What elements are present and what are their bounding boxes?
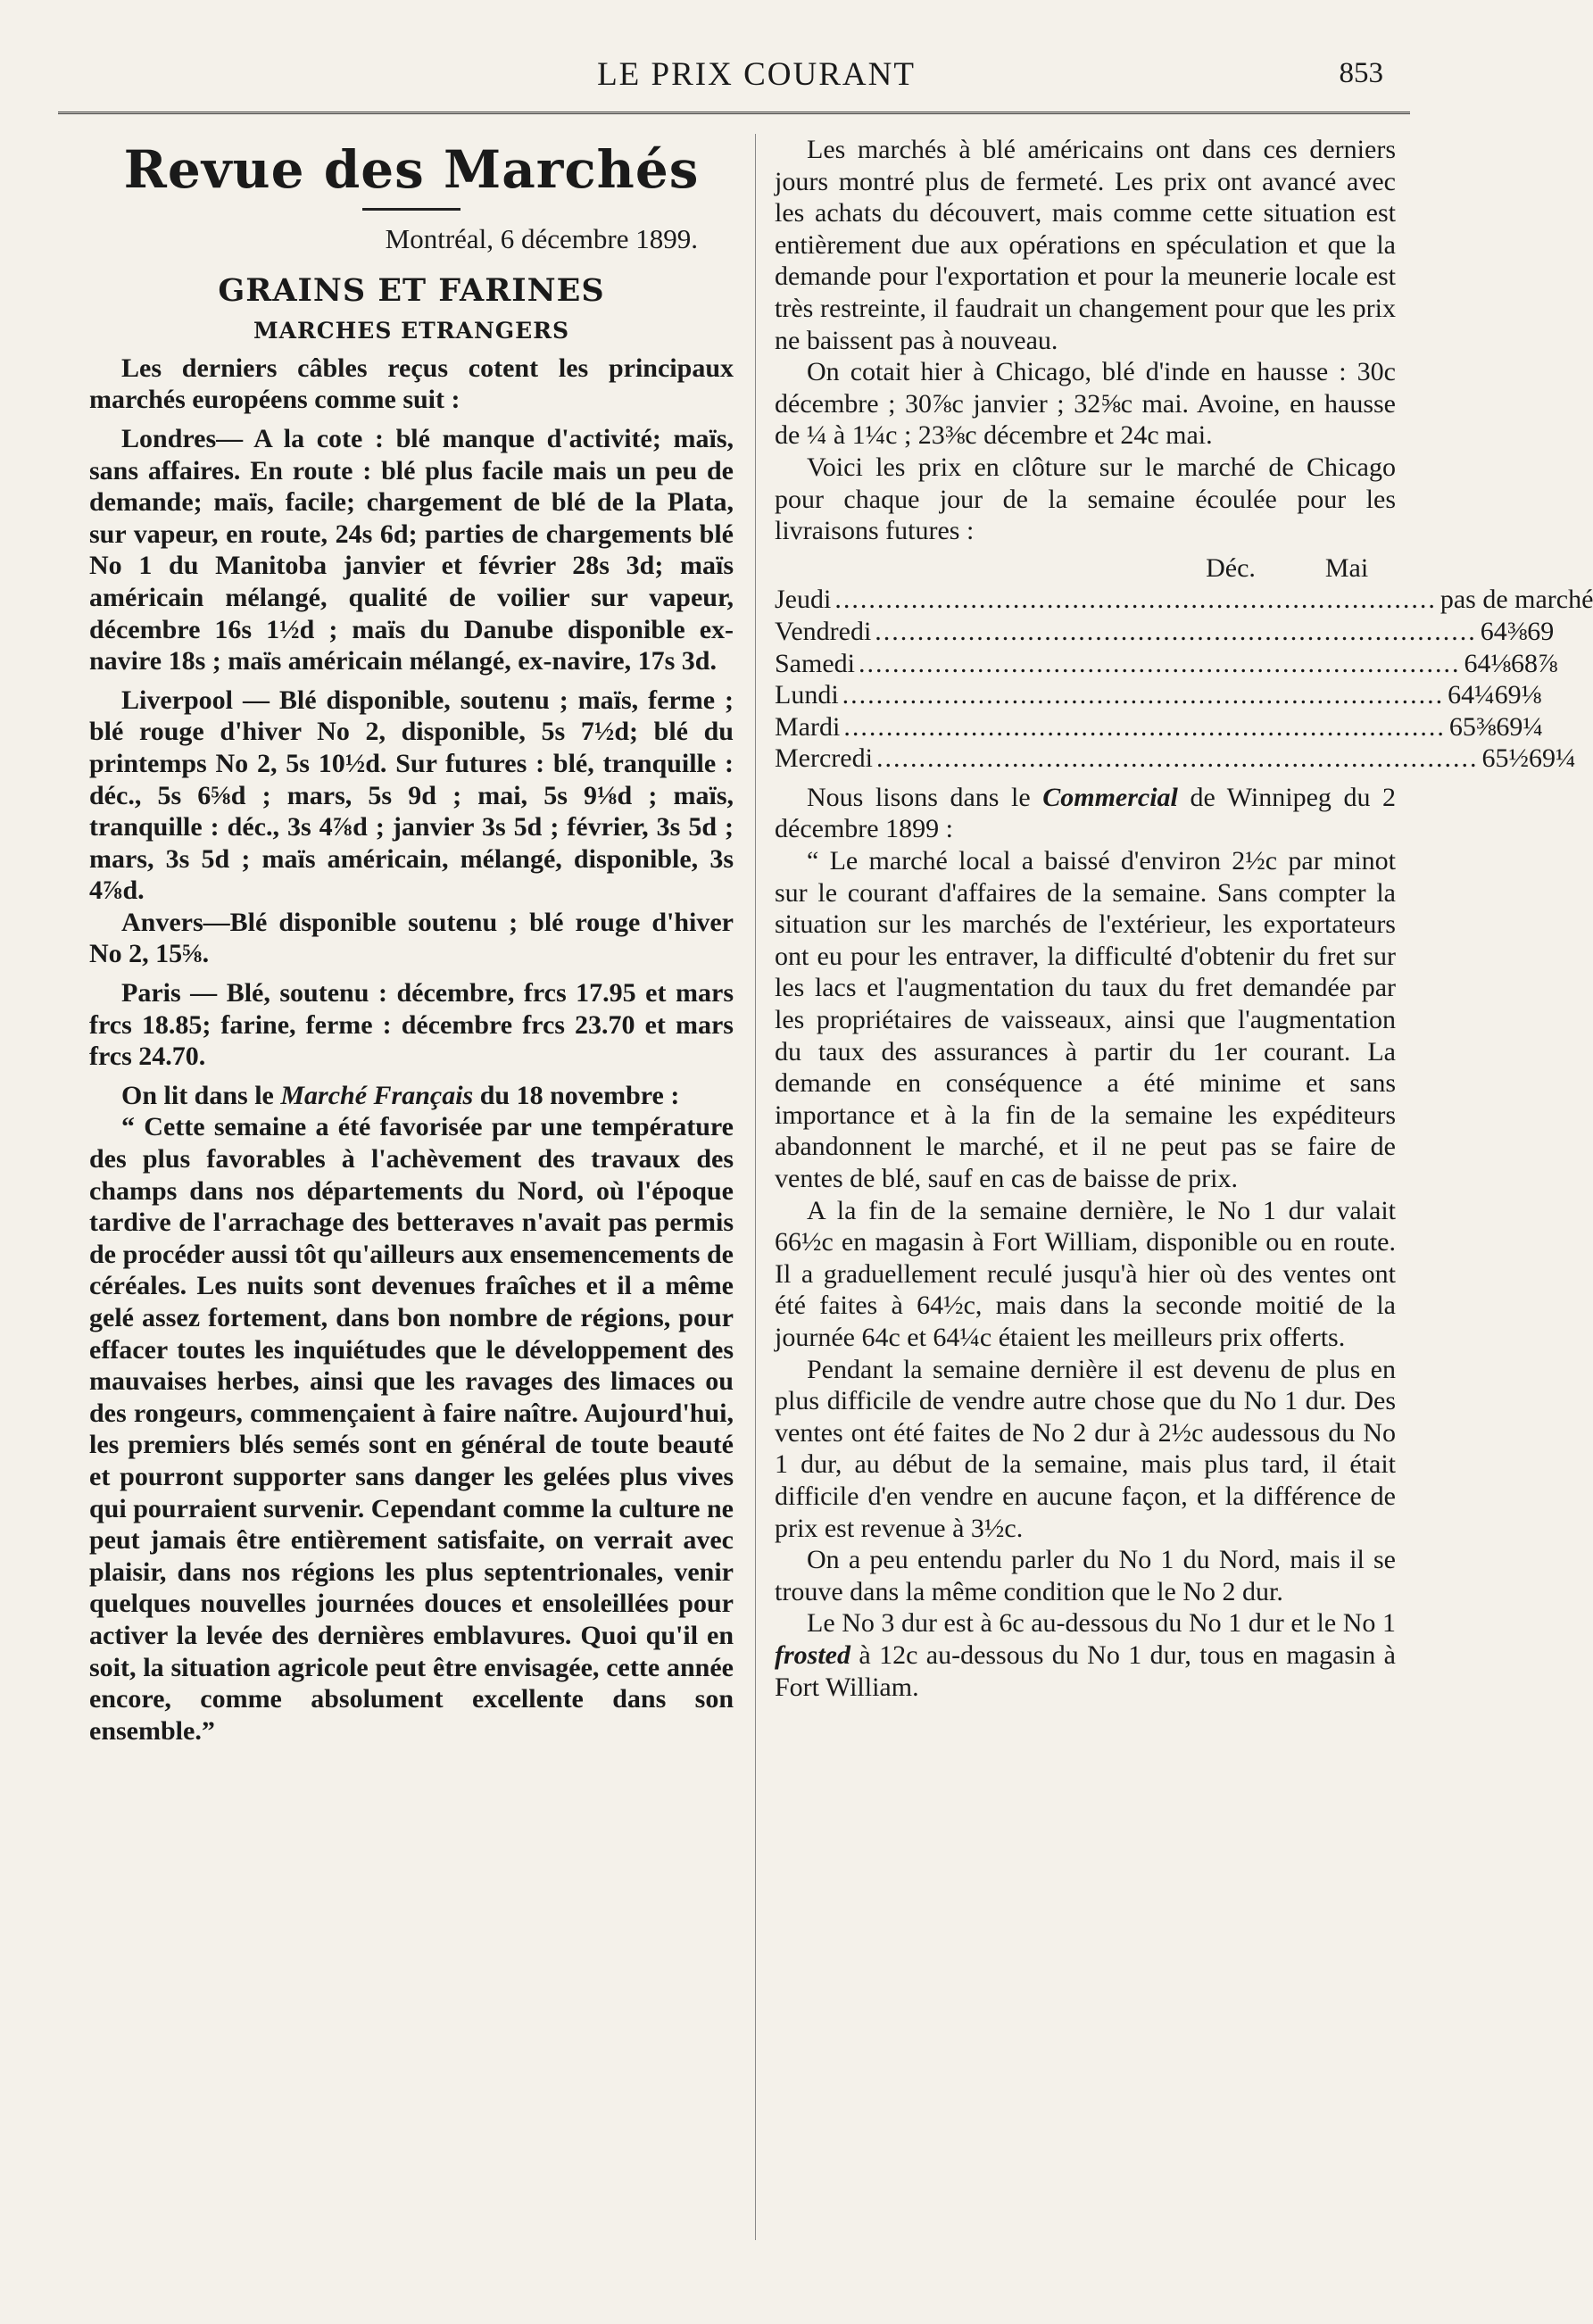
dot-leader: ....................................................................... xyxy=(843,711,1446,742)
row-day: Samedi xyxy=(775,648,855,678)
table-row xyxy=(775,616,1555,648)
paragraph-no3-dur xyxy=(775,1607,1396,1703)
row-dec-value: 65½ xyxy=(1481,743,1529,774)
commercial-intro-before: Nous lisons dans le xyxy=(807,782,1043,812)
dot-leader: ....................................................................... xyxy=(859,648,1461,678)
paragraph-chicago-cote: On cotait hier à Chicago, blé d'inde en hausse : 30c décembre ; 30⅞c janvier ; 32⅝c mai. Avoine, en hausse de ¼ à 1¼c ; 23⅜c décembre et 24c mai. xyxy=(775,357,1396,451)
marche-francais-title: Marché Français xyxy=(280,1080,474,1110)
row-day: Mardi xyxy=(775,711,841,742)
running-header xyxy=(0,46,1513,100)
row-mai-value: 69¼ xyxy=(1528,743,1576,774)
section-heading: GRAINS ET FARINES xyxy=(218,271,605,309)
paragraph-chicago-intro: Voici les prix en clôture sur le marché de Chicago pour chaque jour de la semaine écoulée pour les livraisons futures : xyxy=(775,452,1396,546)
price-table xyxy=(775,584,1593,775)
paragraph-semaine-derniere: Pendant la semaine dernière il est devenu de plus en plus difficile de vendre autre chose que du No 1 dur. Des ventes ont été faites de No 2 dur à 2½c audessous du No 1 dur, au début de la semaine, mais plus tard, il était difficile d'en vendre en aucune façon, et la différence de prix est revenue à 3½c. xyxy=(775,1354,1396,1543)
row-day: Lundi xyxy=(775,680,839,710)
row-mai-value: 69 xyxy=(1527,616,1555,646)
row-day: Mercredi xyxy=(775,743,873,774)
left-column xyxy=(89,134,734,1747)
table-row xyxy=(775,711,1543,743)
paragraph-paris: Paris — Blé, soutenu : décembre, frcs 17.95 et mars frcs 18.85; farine, ferme : décembre frcs 23.70 et mars frcs 24.70. xyxy=(89,978,734,1072)
column-header-dec: Déc. xyxy=(1206,552,1256,583)
table-row xyxy=(775,679,1542,711)
paragraph-winnipeg-quote: “ Le marché local a baissé d'environ 2½c par minot sur le courant d'affaires de la semaine. Sans compter la situation sur les marchés de l'extérieur, les exportateurs ont eu pour les entraver, la difficulté d'obtenir du fret sur les lacs et l'augmentation du taux du fret demandée par les propriétaires de vaisseaux, ainsi que l'augmentation du taux des assurances à partir du 1er courant. La demande en conséquence a été minime et sans importance et à la fin de la semaine les expéditeurs abandonnent le marché, et il ne peut pas se faire de ventes de blé, sauf en cas de baisse de prix. xyxy=(775,846,1396,1193)
paragraph-fin-semaine: A la fin de la semaine dernière, le No 1 dur valait 66½c en magasin à Fort William, disponible ou en route. Il a graduellement reculé jusqu'à hier où des ventes ont été faites à 64½c, mais dans la seconde moitié de la journée 64c et 64¼c étaient les meilleurs prix offerts. xyxy=(775,1195,1396,1352)
dot-leader: ....................................................................... xyxy=(834,585,1437,615)
paragraph-no1-nord: On a peu entendu parler du No 1 du Nord, mais il se trouve dans la même condition que le No 2 dur. xyxy=(775,1545,1396,1606)
dot-leader: ....................................................................... xyxy=(875,616,1477,646)
frosted-after: à 12c au-dessous du No 1 dur, tous en magasin à Fort William. xyxy=(775,1639,1396,1702)
marche-intro-before: On lit dans le xyxy=(121,1080,281,1110)
paragraph-cables: Les derniers câbles reçus cotent les principaux marchés européens comme suit : xyxy=(89,353,734,415)
header-rule xyxy=(58,112,1410,114)
row-day: Vendredi xyxy=(775,616,872,646)
masthead-rule xyxy=(362,208,460,211)
row-day: Jeudi xyxy=(775,585,832,615)
row-dec-value: 64⅜ xyxy=(1480,616,1528,646)
paragraph-marche-intro xyxy=(89,1080,734,1112)
frosted-word: frosted xyxy=(775,1639,850,1670)
row-dec-value: 64⅛ xyxy=(1464,648,1511,678)
paragraph-quote: “ Cette semaine a été favorisée par une température des plus favorables à l'achèvement des travaux des champs dans nos départements du Nord, où l'époque tardive de l'arrachage des betteraves n'avait pas permis de procéder aussi tôt qu'ailleurs aux ensemencements de céréales. Les nuits sont devenues fraîches et il a même gelé assez fortement, dans bon nombre de régions, pour effacer toutes les inquiétudes que le développement des mauvaises herbes, ainsi que les ravages des limaces ou des rongeurs, commençaient à faire naître. Aujourd'hui, les premiers blés semés sont en général de toute beauté et pourront supporter sans danger les gelées plus vives qui pourraient survenir. Cependant comme la culture ne peut jamais être entièrement satisfaite, on verrait avec plaisir, dans nos régions les plus septentrionales, venir quelques nouvelles journées douces et ensoleillées pour activer la levée des dernières emblavures. Quoi qu'il en soit, la situation agricole peut être envisagée, cette année encore, comme absolument excellente dans son ensemble.” xyxy=(89,1112,734,1746)
subsection-heading: MARCHES ETRANGERS xyxy=(253,318,570,344)
table-row xyxy=(775,584,1593,616)
column-divider xyxy=(755,134,756,2240)
masthead-title: Revue des Marchés xyxy=(123,139,700,200)
price-table-header xyxy=(775,552,1396,585)
marche-intro-after: du 18 novembre : xyxy=(473,1080,680,1110)
dot-leader: ....................................................................... xyxy=(842,680,1445,710)
row-dec-value: 65⅜ xyxy=(1448,711,1497,742)
table-row xyxy=(775,648,1558,680)
column-header-mai: Mai xyxy=(1324,552,1369,583)
paragraph-londres: Londres— A la cote : blé manque d'activité; maïs, sans affaires. En route : blé plus facile mais un peu de demande; maïs, facile; chargement de blé de la Plata, sur vapeur, en route, 24s 6d; parties de chargements blé No 1 du Manitoba janvier et février 28s 3d; maïs américain mélangé, qualité de voilier sur vapeur, décembre 16s 1½d ; maïs du Danube disponible ex-navire 18s ; maïs américain mélangé, ex-navire, 17s 3d. xyxy=(89,423,734,676)
row-dec-value: 64¼ xyxy=(1448,680,1495,710)
paragraph-americains: Les marchés à blé américains ont dans ces derniers jours montré plus de fermeté. Les prix ont avancé avec les achats du découvert, mais comme cette situation est entièrement due aux opérations en spéculation et que la demande pour l'exportation et pour la meunerie locale est très restreinte, il faudrait un changement pour que les prix ne baissent pas à nouveau. xyxy=(775,135,1396,355)
table-row xyxy=(775,743,1576,775)
paragraph-liverpool: Liverpool — Blé disponible, soutenu ; maïs, ferme ; blé rouge d'hiver No 2, disponible, 5s 7½d; blé du printemps No 2, 5s 10½d. Sur futures : blé, tranquille : déc., 5s 6⅝d ; mars, 5s 9d ; mai, 5s 9⅛d ; maïs, tranquille : déc., 3s 4⅞d ; janvier 3s 5d ; février, 3s 5d ; mars, 3s 5d ; maïs américain, mélangé, disponible, 3s 4⅞d. xyxy=(89,685,734,906)
paragraph-commercial-intro xyxy=(775,782,1396,845)
dateline: Montréal, 6 décembre 1899. xyxy=(385,223,698,254)
row-mai-value: 69⅛ xyxy=(1494,680,1542,710)
row-mai-value: 69¼ xyxy=(1496,711,1543,742)
row-dec-value: pas de marché xyxy=(1440,585,1593,615)
commercial-title: Commercial xyxy=(1042,782,1178,812)
dot-leader: ....................................................................... xyxy=(875,743,1479,774)
running-title: LE PRIX COURANT xyxy=(597,56,916,93)
page-number: 853 xyxy=(1339,57,1383,89)
right-column xyxy=(775,134,1593,1703)
row-mai-value: 68⅞ xyxy=(1511,648,1558,678)
paragraph-anvers: Anvers—Blé disponible soutenu ; blé rouge d'hiver No 2, 15⅝. xyxy=(89,907,734,969)
commercial-intro-after: de Winnipeg du 2 décembre 1899 : xyxy=(775,782,1396,844)
frosted-before: Le No 3 dur est à 6c au-dessous du No 1 dur et le No 1 xyxy=(807,1608,1396,1639)
